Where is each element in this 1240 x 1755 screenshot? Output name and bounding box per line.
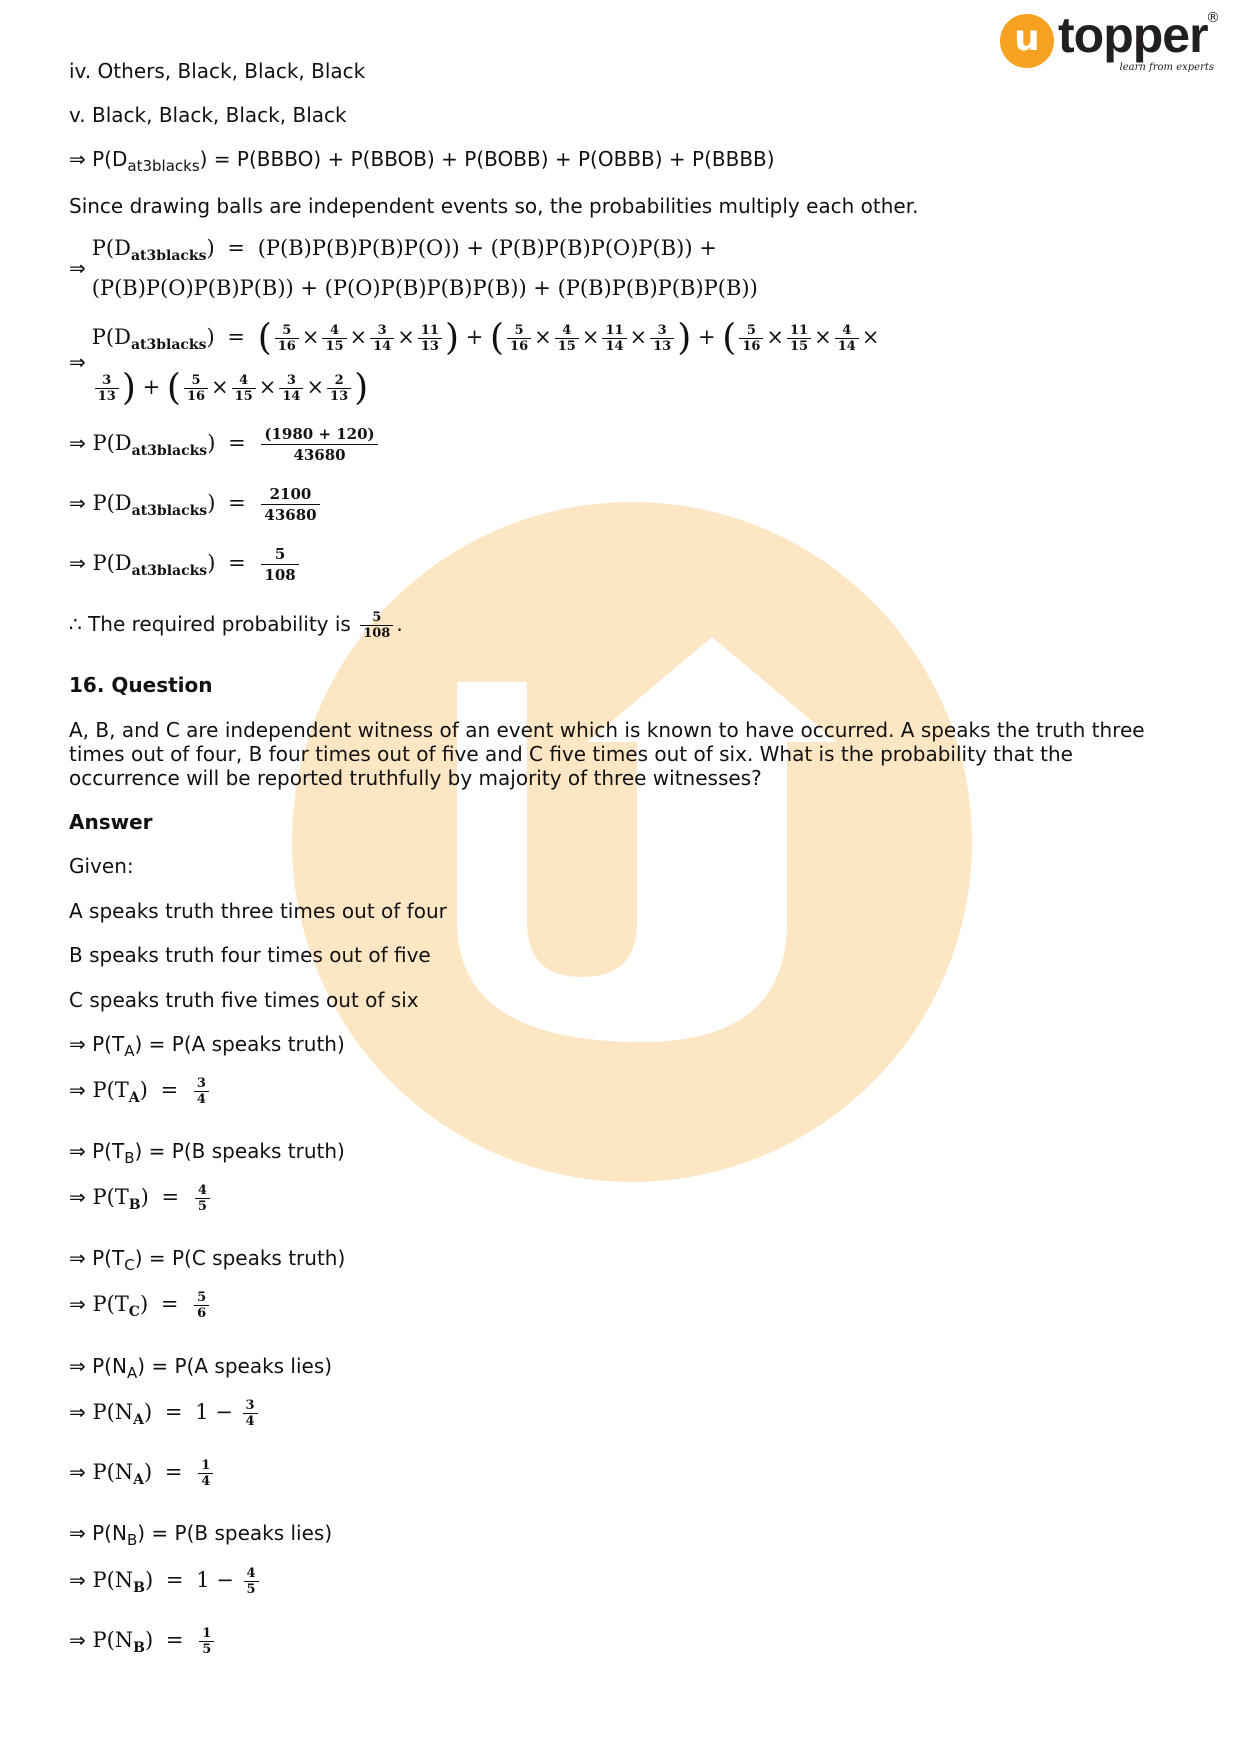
probability-sum-line: ⇒ $P(D_{at3blacks})$ = P(BBBO) + P(BBOB) + P(BOBB) + P(OBBB) + P(BBBB): [69, 147, 775, 175]
given-a: A speaks truth three times out of four: [69, 899, 447, 923]
def-t-b: ⇒ $P(T_B) = P(B$ speaks truth): [69, 1139, 345, 1167]
math-step-3: ⇒ $P(D_{at3blacks})$ = $\frac{(1980 + 120)}{43680}$: [69, 424, 381, 465]
registered-mark: ®: [1206, 10, 1220, 26]
math-step-4: ⇒ $P(D_{at3blacks})$ = $\frac{2100}{43680}$: [69, 484, 323, 525]
def-n-b: ⇒ $P(N_B) = P(B$ speaks lies): [69, 1521, 333, 1549]
value-t-c: ⇒ $P(T_C)$ = $\frac{5}{6}$: [69, 1290, 212, 1321]
watermark-logo: [292, 502, 972, 1182]
value-t-b: ⇒ $P(T_B)$ = $\frac{4}{5}$: [69, 1183, 213, 1214]
math-step-5: ⇒ $P(D_{at3blacks})$ = $\frac{5}{108}$: [69, 544, 302, 585]
brand-logo: [1000, 7, 1220, 80]
brand-logo-icon: u: [1000, 14, 1054, 68]
case-iv: iv. Others, Black, Black, Black: [69, 59, 366, 83]
given-label: Given:: [69, 854, 134, 878]
brand-name: topper: [1058, 7, 1208, 63]
math-step-2: ⇒ $P(D_{at3blacks})$ = ( $\frac{5}{16}$ × $\frac{4}{15}$ × $\frac{3}{14}$ × $\frac{11}{13}$ ) + ( $\frac{5}{16}$ × $\frac{4}{15}$ × $\frac{11}{14}$ × $\frac{3}{13}$ ) + ( $\frac{5}{16}$ × $\frac{11}{15}$ × $\frac{4}{14}$ × $\frac{3}{13}$ ) + ( $\frac{5}{16}$ × $\frac{4}{15}$ × $\frac{3}{14}$ × $\frac{2}{13}$ ): [69, 317, 880, 409]
def-n-a: ⇒ $P(N_A) = P(A$ speaks lies): [69, 1354, 333, 1382]
def-t-c: ⇒ $P(T_C) = P(C$ speaks truth): [69, 1246, 346, 1274]
given-c: C speaks truth five times out of six: [69, 988, 419, 1012]
question-body: A, B, and C are independent witness of an event which is known to have occurred. A speaks the truth three times out of four, B four times out of five and C five times out of six. What is the probability that the occurrence will be reported truthfully by majority of three witnesses?: [69, 718, 1145, 790]
given-b: B speaks truth four times out of five: [69, 943, 431, 967]
def-t-a: ⇒ $P(T_A) = P(A$ speaks truth): [69, 1032, 345, 1060]
value-t-a: ⇒ $P(T_A)$ = $\frac{3}{4}$: [69, 1076, 212, 1107]
value-n-b-step: ⇒ $P(N_B) = 1$ − $\frac{4}{5}$: [69, 1566, 262, 1597]
independence-note: Since drawing balls are independent events so, the probabilities multiply each other.: [69, 194, 919, 218]
answer-heading: Answer: [69, 810, 153, 834]
math-step-1: ⇒ $P(D_{at3blacks}) = (P(B)P(B)P(B)P(O)) + (P(B)P(B)P(O)P(B))$ + (P(B)P(O)P(B)P(B)) + (P(O)P(B)P(B)P(B)) + (P(B)P(B)P(B)P(B)): [69, 236, 758, 300]
value-n-a-step: ⇒ $P(N_A) = 1$ − $\frac{3}{4}$: [69, 1398, 261, 1429]
brand-tagline: learn from experts: [1119, 62, 1214, 73]
value-n-b: ⇒ $P(N_B)$ = $\frac{1}{5}$: [69, 1626, 217, 1657]
value-n-a: ⇒ $P(N_A)$ = $\frac{1}{4}$: [69, 1458, 216, 1489]
conclusion: ∴ The required probability is $\frac{5}{108}$ .: [69, 610, 403, 641]
question-heading: 16. Question: [69, 673, 213, 697]
case-v: v. Black, Black, Black, Black: [69, 103, 347, 127]
